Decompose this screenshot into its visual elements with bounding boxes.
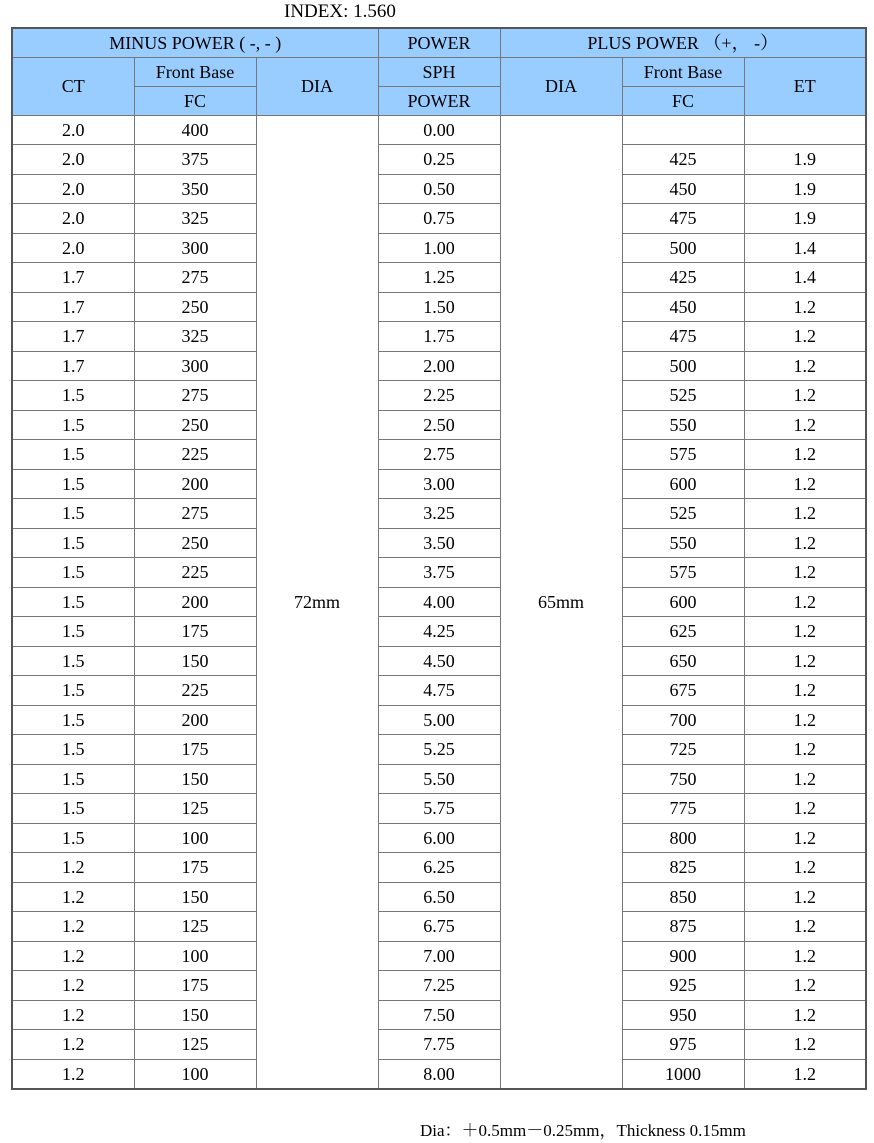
table-row xyxy=(12,351,866,381)
sph-cell: 6.00 xyxy=(378,823,500,853)
et-cell: 1.2 xyxy=(744,381,866,411)
sph-cell: 2.25 xyxy=(378,381,500,411)
fc-minus-cell: 275 xyxy=(134,263,256,293)
sph-cell: 2.75 xyxy=(378,440,500,470)
ct-cell: 1.5 xyxy=(12,558,134,588)
ct-cell: 1.2 xyxy=(12,853,134,883)
ct-cell: 1.2 xyxy=(12,912,134,942)
table-row xyxy=(12,971,866,1001)
fc-minus-cell: 400 xyxy=(134,115,256,145)
et-cell: 1.9 xyxy=(744,174,866,204)
table-row xyxy=(12,469,866,499)
ct-cell: 1.5 xyxy=(12,705,134,735)
sph-header: SPH xyxy=(378,57,500,86)
fc-minus-cell: 175 xyxy=(134,853,256,883)
et-cell: 1.2 xyxy=(744,587,866,617)
ct-cell: 1.5 xyxy=(12,735,134,765)
fc-plus-cell: 650 xyxy=(622,646,744,676)
table-row xyxy=(12,528,866,558)
et-cell: 1.2 xyxy=(744,676,866,706)
sph-cell: 8.00 xyxy=(378,1059,500,1089)
fc-plus-cell: 575 xyxy=(622,558,744,588)
ct-cell: 1.5 xyxy=(12,646,134,676)
ct-cell: 2.0 xyxy=(12,233,134,263)
ct-cell: 1.7 xyxy=(12,263,134,293)
table-row xyxy=(12,558,866,588)
ct-cell: 1.5 xyxy=(12,410,134,440)
fc-minus-cell: 150 xyxy=(134,646,256,676)
fc-plus-cell: 625 xyxy=(622,617,744,647)
et-cell: 1.2 xyxy=(744,1000,866,1030)
fc-minus-cell: 175 xyxy=(134,617,256,647)
fc-plus-cell: 475 xyxy=(622,322,744,352)
dia-plus-cell: 65mm xyxy=(500,115,622,1089)
front-base-header-left: Front Base xyxy=(134,57,256,86)
table-row xyxy=(12,587,866,617)
sph-cell: 0.75 xyxy=(378,204,500,234)
sph-cell: 4.25 xyxy=(378,617,500,647)
et-cell: 1.2 xyxy=(744,794,866,824)
fc-minus-cell: 125 xyxy=(134,794,256,824)
et-cell: 1.2 xyxy=(744,646,866,676)
ct-cell: 2.0 xyxy=(12,145,134,175)
fc-plus-cell xyxy=(622,115,744,145)
fc-minus-cell: 250 xyxy=(134,528,256,558)
fc-plus-cell: 975 xyxy=(622,1030,744,1060)
fc-plus-cell: 875 xyxy=(622,912,744,942)
fc-minus-cell: 275 xyxy=(134,499,256,529)
fc-minus-cell: 100 xyxy=(134,1059,256,1089)
et-cell: 1.9 xyxy=(744,145,866,175)
sph-cell: 6.50 xyxy=(378,882,500,912)
ct-cell: 1.5 xyxy=(12,764,134,794)
table-row xyxy=(12,1000,866,1030)
table-row xyxy=(12,853,866,883)
sph-cell: 4.00 xyxy=(378,587,500,617)
et-cell: 1.2 xyxy=(744,292,866,322)
sph-cell: 5.00 xyxy=(378,705,500,735)
front-base-header-right: Front Base xyxy=(622,57,744,86)
table-row xyxy=(12,676,866,706)
ct-cell: 1.7 xyxy=(12,351,134,381)
table-row xyxy=(12,705,866,735)
sph-cell: 4.50 xyxy=(378,646,500,676)
table-row xyxy=(12,204,866,234)
table-row xyxy=(12,617,866,647)
ct-cell: 1.5 xyxy=(12,381,134,411)
et-cell: 1.2 xyxy=(744,882,866,912)
ct-cell: 1.5 xyxy=(12,528,134,558)
et-cell: 1.2 xyxy=(744,735,866,765)
table-row xyxy=(12,764,866,794)
ct-header: CT xyxy=(12,57,134,115)
fc-header-left: FC xyxy=(134,86,256,115)
footnote: Dia：＋0.5mm－0.25mm，Thickness 0.15mm xyxy=(420,1121,746,1140)
fc-minus-cell: 150 xyxy=(134,764,256,794)
fc-minus-cell: 325 xyxy=(134,204,256,234)
sph-cell: 5.50 xyxy=(378,764,500,794)
fc-minus-cell: 150 xyxy=(134,882,256,912)
fc-plus-cell: 575 xyxy=(622,440,744,470)
et-cell: 1.2 xyxy=(744,440,866,470)
sph-cell: 4.75 xyxy=(378,676,500,706)
fc-plus-cell: 675 xyxy=(622,676,744,706)
fc-plus-cell: 425 xyxy=(622,263,744,293)
table-row xyxy=(12,292,866,322)
ct-cell: 1.2 xyxy=(12,1000,134,1030)
fc-plus-cell: 600 xyxy=(622,469,744,499)
fc-plus-cell: 450 xyxy=(622,292,744,322)
et-header: ET xyxy=(744,57,866,115)
fc-plus-cell: 950 xyxy=(622,1000,744,1030)
fc-minus-cell: 125 xyxy=(134,1030,256,1060)
et-cell: 1.2 xyxy=(744,705,866,735)
ct-cell: 1.2 xyxy=(12,941,134,971)
ct-cell: 1.5 xyxy=(12,617,134,647)
sph-cell: 5.25 xyxy=(378,735,500,765)
fc-plus-cell: 475 xyxy=(622,204,744,234)
ct-cell: 1.2 xyxy=(12,1059,134,1089)
sph-cell: 7.75 xyxy=(378,1030,500,1060)
sph-cell: 6.75 xyxy=(378,912,500,942)
sph-cell: 0.50 xyxy=(378,174,500,204)
et-cell: 1.2 xyxy=(744,1030,866,1060)
sph-cell: 0.00 xyxy=(378,115,500,145)
et-cell: 1.2 xyxy=(744,617,866,647)
table-row xyxy=(12,174,866,204)
fc-minus-cell: 200 xyxy=(134,469,256,499)
table-row xyxy=(12,115,866,145)
fc-minus-cell: 200 xyxy=(134,705,256,735)
fc-plus-cell: 450 xyxy=(622,174,744,204)
et-cell: 1.2 xyxy=(744,823,866,853)
ct-cell: 1.2 xyxy=(12,971,134,1001)
fc-minus-cell: 250 xyxy=(134,410,256,440)
et-cell: 1.2 xyxy=(744,499,866,529)
fc-minus-cell: 125 xyxy=(134,912,256,942)
sph-cell: 1.25 xyxy=(378,263,500,293)
sph-cell: 3.75 xyxy=(378,558,500,588)
et-cell: 1.2 xyxy=(744,764,866,794)
spec-body xyxy=(12,115,866,1089)
fc-minus-cell: 175 xyxy=(134,735,256,765)
ct-cell: 2.0 xyxy=(12,115,134,145)
index-title: INDEX: 1.560 xyxy=(284,1,396,22)
et-cell: 1.2 xyxy=(744,410,866,440)
table-row xyxy=(12,322,866,352)
et-cell xyxy=(744,115,866,145)
et-cell: 1.2 xyxy=(744,971,866,1001)
dia-minus-cell: 72mm xyxy=(256,115,378,1089)
table-row xyxy=(12,794,866,824)
fc-plus-cell: 750 xyxy=(622,764,744,794)
ct-cell: 1.7 xyxy=(12,292,134,322)
et-cell: 1.4 xyxy=(744,263,866,293)
table-row xyxy=(12,499,866,529)
sph-cell: 7.25 xyxy=(378,971,500,1001)
fc-plus-cell: 775 xyxy=(622,794,744,824)
et-cell: 1.2 xyxy=(744,912,866,942)
fc-minus-cell: 325 xyxy=(134,322,256,352)
fc-plus-cell: 700 xyxy=(622,705,744,735)
fc-minus-cell: 100 xyxy=(134,941,256,971)
ct-cell: 1.5 xyxy=(12,794,134,824)
fc-plus-cell: 1000 xyxy=(622,1059,744,1089)
fc-minus-cell: 225 xyxy=(134,676,256,706)
fc-plus-cell: 500 xyxy=(622,351,744,381)
sph-cell: 0.25 xyxy=(378,145,500,175)
table-row xyxy=(12,263,866,293)
fc-plus-cell: 600 xyxy=(622,587,744,617)
sph-cell: 5.75 xyxy=(378,794,500,824)
fc-minus-cell: 225 xyxy=(134,558,256,588)
et-cell: 1.2 xyxy=(744,351,866,381)
ct-cell: 1.2 xyxy=(12,1030,134,1060)
ct-cell: 2.0 xyxy=(12,174,134,204)
sph-cell: 2.50 xyxy=(378,410,500,440)
ct-cell: 1.5 xyxy=(12,587,134,617)
et-cell: 1.2 xyxy=(744,853,866,883)
fc-plus-cell: 725 xyxy=(622,735,744,765)
ct-cell: 1.7 xyxy=(12,322,134,352)
fc-minus-cell: 225 xyxy=(134,440,256,470)
table-row xyxy=(12,1030,866,1060)
table-row xyxy=(12,646,866,676)
table-row xyxy=(12,941,866,971)
sph-cell: 1.75 xyxy=(378,322,500,352)
et-cell: 1.2 xyxy=(744,322,866,352)
fc-plus-cell: 550 xyxy=(622,528,744,558)
dia-header-left: DIA xyxy=(256,57,378,115)
table-row xyxy=(12,735,866,765)
fc-minus-cell: 275 xyxy=(134,381,256,411)
table-row xyxy=(12,381,866,411)
sph-cell: 3.00 xyxy=(378,469,500,499)
et-cell: 1.4 xyxy=(744,233,866,263)
sph-cell: 7.50 xyxy=(378,1000,500,1030)
sph-cell: 7.00 xyxy=(378,941,500,971)
fc-plus-cell: 500 xyxy=(622,233,744,263)
fc-minus-cell: 300 xyxy=(134,351,256,381)
minus-power-header: MINUS POWER ( -, - ) xyxy=(12,28,378,57)
et-cell: 1.2 xyxy=(744,528,866,558)
sph-cell: 3.25 xyxy=(378,499,500,529)
fc-plus-cell: 525 xyxy=(622,381,744,411)
fc-plus-cell: 550 xyxy=(622,410,744,440)
fc-minus-cell: 200 xyxy=(134,587,256,617)
sph-cell: 1.50 xyxy=(378,292,500,322)
table-row xyxy=(12,410,866,440)
fc-minus-cell: 300 xyxy=(134,233,256,263)
table-row xyxy=(12,440,866,470)
fc-plus-cell: 425 xyxy=(622,145,744,175)
table-row xyxy=(12,823,866,853)
sph-cell: 1.00 xyxy=(378,233,500,263)
fc-header-right: FC xyxy=(622,86,744,115)
plus-power-header: PLUS POWER （+， -） xyxy=(500,28,866,57)
fc-plus-cell: 825 xyxy=(622,853,744,883)
table-row xyxy=(12,233,866,263)
ct-cell: 1.5 xyxy=(12,469,134,499)
et-cell: 1.9 xyxy=(744,204,866,234)
table-row xyxy=(12,1059,866,1089)
et-cell: 1.2 xyxy=(744,941,866,971)
et-cell: 1.2 xyxy=(744,558,866,588)
fc-plus-cell: 800 xyxy=(622,823,744,853)
power-header: POWER xyxy=(378,28,500,57)
fc-minus-cell: 175 xyxy=(134,971,256,1001)
sph-power-header: POWER xyxy=(378,86,500,115)
lens-spec-table xyxy=(11,27,867,1090)
et-cell: 1.2 xyxy=(744,1059,866,1089)
fc-minus-cell: 375 xyxy=(134,145,256,175)
table-row xyxy=(12,882,866,912)
fc-plus-cell: 925 xyxy=(622,971,744,1001)
ct-cell: 1.2 xyxy=(12,882,134,912)
fc-minus-cell: 150 xyxy=(134,1000,256,1030)
sph-cell: 3.50 xyxy=(378,528,500,558)
fc-minus-cell: 100 xyxy=(134,823,256,853)
table-row xyxy=(12,912,866,942)
fc-plus-cell: 900 xyxy=(622,941,744,971)
sph-cell: 2.00 xyxy=(378,351,500,381)
dia-header-right: DIA xyxy=(500,57,622,115)
fc-minus-cell: 250 xyxy=(134,292,256,322)
et-cell: 1.2 xyxy=(744,469,866,499)
ct-cell: 2.0 xyxy=(12,204,134,234)
ct-cell: 1.5 xyxy=(12,823,134,853)
fc-plus-cell: 525 xyxy=(622,499,744,529)
ct-cell: 1.5 xyxy=(12,676,134,706)
ct-cell: 1.5 xyxy=(12,499,134,529)
fc-plus-cell: 850 xyxy=(622,882,744,912)
sph-cell: 6.25 xyxy=(378,853,500,883)
table-row xyxy=(12,145,866,175)
ct-cell: 1.5 xyxy=(12,440,134,470)
fc-minus-cell: 350 xyxy=(134,174,256,204)
